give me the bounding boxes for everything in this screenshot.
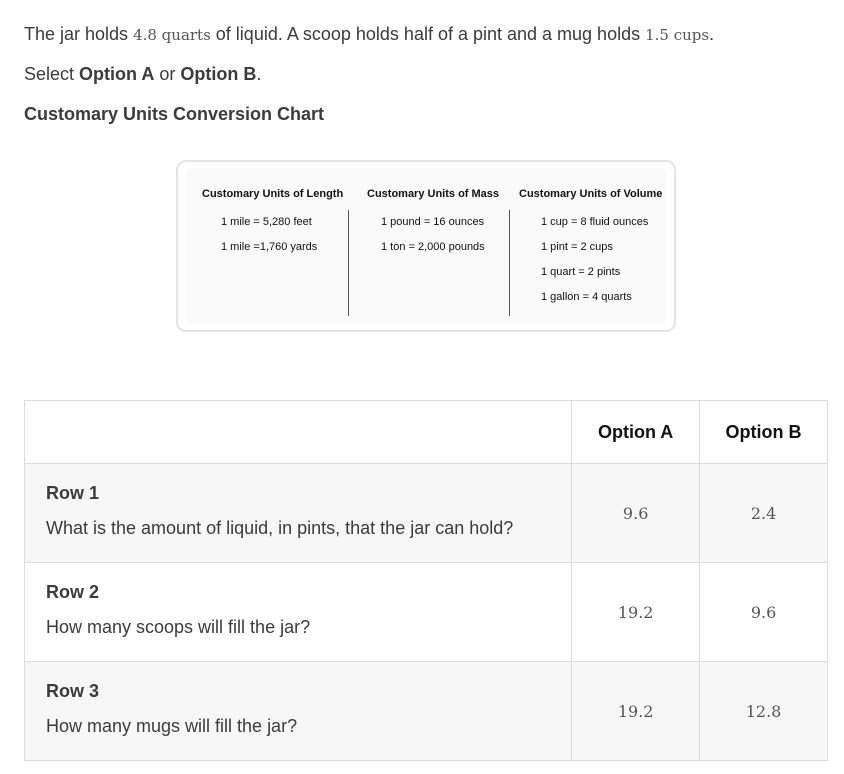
row-2-option-a-cell[interactable]: 19.2: [572, 563, 700, 662]
select-prefix: Select: [24, 64, 80, 84]
header-option-b: Option B: [700, 401, 828, 464]
conversion-chart-inner: [186, 168, 666, 324]
header-option-a: Option A: [572, 401, 700, 464]
intro-text-3: .: [709, 24, 715, 44]
options-table: [24, 400, 828, 761]
volume-line-3: 1 quart = 2 pints: [541, 266, 621, 278]
chart-title: Customary Units Conversion Chart: [24, 104, 325, 124]
mug-cups-value: 1.5 cups: [645, 26, 710, 44]
length-line-2: 1 mile =1,760 yards: [221, 241, 318, 253]
mass-heading: Customary Units of Mass: [367, 188, 500, 200]
row-2-prompt-cell: [25, 563, 572, 662]
row-3-question: How many mugs will fill the jar?: [46, 716, 298, 736]
row-1-prompt-cell: [25, 464, 572, 563]
volume-line-4: 1 gallon = 4 quarts: [541, 291, 632, 303]
select-suffix: .: [256, 64, 262, 84]
row-1-option-a-cell[interactable]: 9.6: [572, 464, 700, 563]
mass-line-1: 1 pound = 16 ounces: [381, 216, 485, 228]
row-1-question: What is the amount of liquid, in pints, that the jar can hold?: [46, 518, 514, 538]
row-1-label: Row 1: [46, 483, 100, 503]
jar-quarts-value: 4.8 quarts: [133, 26, 211, 44]
table-row: [25, 563, 828, 662]
row-2-question: How many scoops will fill the jar?: [46, 617, 311, 637]
row-2-option-b-cell[interactable]: 9.6: [700, 563, 828, 662]
chart-divider-1: [348, 210, 349, 316]
mass-line-2: 1 ton = 2,000 pounds: [381, 241, 485, 253]
row-3-prompt-cell: [25, 662, 572, 761]
problem-statement: [24, 22, 714, 47]
volume-line-1: 1 cup = 8 fluid ounces: [541, 216, 649, 228]
row-2-label: Row 2: [46, 582, 100, 602]
row-1-option-b-cell[interactable]: 2.4: [700, 464, 828, 563]
row-3-option-b-cell[interactable]: 12.8: [700, 662, 828, 761]
select-instruction: [24, 62, 261, 86]
volume-heading: Customary Units of Volume: [519, 188, 663, 200]
row-3-label: Row 3: [46, 681, 100, 701]
volume-line-2: 1 pint = 2 cups: [541, 241, 613, 253]
row-3-option-a-cell[interactable]: 19.2: [572, 662, 700, 761]
conversion-chart: [176, 160, 676, 332]
select-option-a: Option A: [79, 64, 155, 84]
table-row: [25, 662, 828, 761]
header-blank-cell: [25, 401, 572, 464]
chart-divider-2: [509, 210, 510, 316]
table-row: [25, 464, 828, 563]
select-middle: or: [154, 64, 181, 84]
length-line-1: 1 mile = 5,280 feet: [221, 216, 312, 228]
select-option-b: Option B: [180, 64, 257, 84]
intro-text-1: The jar holds: [24, 24, 134, 44]
table-header-row: [25, 401, 828, 464]
length-heading: Customary Units of Length: [202, 188, 344, 200]
intro-text-2: of liquid. A scoop holds half of a pint and a mug holds: [210, 24, 646, 44]
